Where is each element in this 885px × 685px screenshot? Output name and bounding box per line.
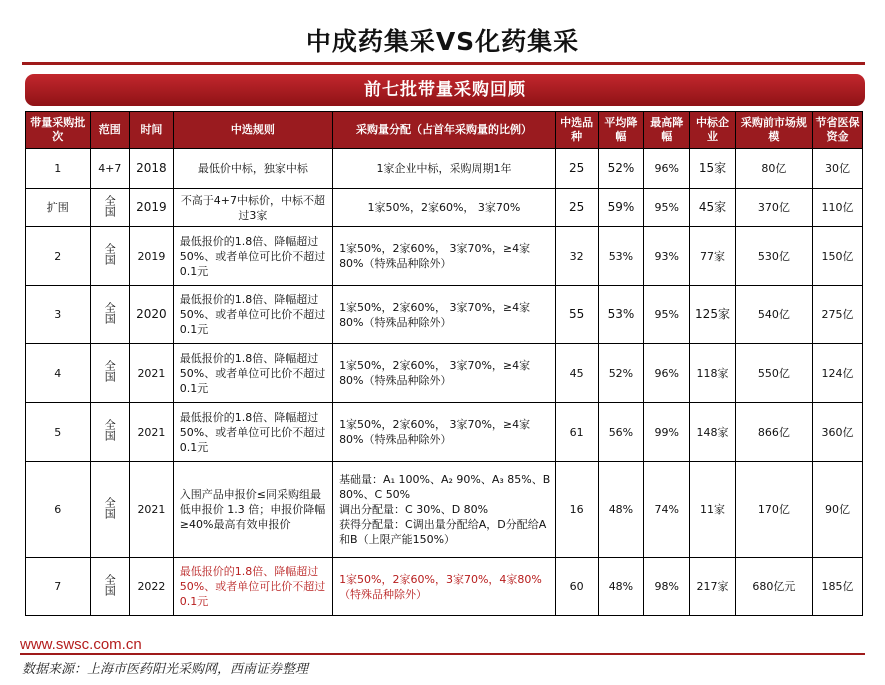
- cell-max-drop: 98%: [644, 558, 690, 616]
- cell-market: 530亿: [735, 227, 812, 286]
- cell-year: 2018: [130, 149, 174, 189]
- cell-firms: 118家: [690, 344, 736, 403]
- table-row: [26, 286, 863, 344]
- cell-avg-drop: 59%: [598, 189, 644, 227]
- scope-text: 全国: [103, 194, 117, 217]
- cell-max-drop: 74%: [644, 462, 690, 558]
- cell-alloc: 1家50%，2家60%， 3家70%，≥4家80%（特殊品种除外）: [333, 403, 556, 462]
- cell-max-drop: 95%: [644, 286, 690, 344]
- alloc-line: 调出分配量：C 30%、D 80%: [339, 503, 489, 516]
- scope-text: 全国: [103, 243, 117, 265]
- cell-rule: 最低报价的1.8倍、降幅超过50%、或者单位可比价不超过0.1元: [173, 558, 332, 616]
- scope-text: 全国: [103, 360, 117, 382]
- footer-source: 数据来源：上海市医药阳光采购网，西南证券整理: [22, 662, 309, 677]
- header-batch: 带量采购批次: [26, 112, 91, 149]
- alloc-line: 基础量：A₁ 100%、A₂ 90%、A₃ 85%、B 80%、C 50%: [339, 473, 551, 501]
- cell-alloc: 1家50%，2家60%， 3家70%，≥4家80%（特殊品种除外）: [333, 227, 556, 286]
- cell-savings: 90亿: [812, 462, 862, 558]
- cell-scope: [90, 558, 130, 616]
- cell-max-drop: 96%: [644, 149, 690, 189]
- cell-rule: 入围产品申报价≤同采购组最低申报价 1.3 倍；申报价降幅≥40%最高有效申报价: [173, 462, 332, 558]
- cell-alloc: 1家50%，2家60%，3家70%，4家80%（特殊品种除外）: [333, 558, 556, 616]
- header-scope: 范围: [90, 112, 130, 149]
- table-row: [26, 227, 863, 286]
- cell-market: 866亿: [735, 403, 812, 462]
- cell-varieties: 16: [555, 462, 598, 558]
- cell-batch: 4: [26, 344, 91, 403]
- header-alloc: 采购量分配（占首年采购量的比例）: [333, 112, 556, 149]
- header-market: 采购前市场规模: [735, 112, 812, 149]
- table-row: [26, 344, 863, 403]
- page-title: 中成药集采VS化药集采: [305, 27, 580, 56]
- cell-rule: 最低价中标，独家中标: [173, 149, 332, 189]
- table-row: [26, 403, 863, 462]
- header-year: 时间: [130, 112, 174, 149]
- cell-avg-drop: 53%: [598, 286, 644, 344]
- cell-market: 680亿元: [735, 558, 812, 616]
- scope-text: 全国: [103, 573, 117, 596]
- cell-batch: 7: [26, 558, 91, 616]
- table-header-row: [26, 112, 863, 149]
- table-row: [26, 462, 863, 558]
- header-max-drop: 最高降幅: [644, 112, 690, 149]
- cell-year: 2021: [130, 462, 174, 558]
- cell-market: 540亿: [735, 286, 812, 344]
- cell-alloc: 1家50%，2家60%， 3家70%，≥4家80%（特殊品种除外）: [333, 344, 556, 403]
- header-savings: 节省医保资金: [812, 112, 862, 149]
- cell-savings: 185亿: [812, 558, 862, 616]
- cell-batch: 扩围: [26, 189, 91, 227]
- header-rule: 中选规则: [173, 112, 332, 149]
- header-varieties: 中选品种: [555, 112, 598, 149]
- cell-firms: 15家: [690, 149, 736, 189]
- procurement-table: [25, 111, 863, 616]
- cell-savings: 30亿: [812, 149, 862, 189]
- cell-varieties: 60: [555, 558, 598, 616]
- cell-firms: 217家: [690, 558, 736, 616]
- cell-savings: 275亿: [812, 286, 862, 344]
- cell-scope: [90, 403, 130, 462]
- cell-avg-drop: 52%: [598, 344, 644, 403]
- cell-max-drop: 96%: [644, 344, 690, 403]
- footer-url: www.swsc.com.cn: [20, 636, 142, 653]
- table-row: [26, 558, 863, 616]
- cell-avg-drop: 56%: [598, 403, 644, 462]
- cell-rule: 最低报价的1.8倍、降幅超过50%、或者单位可比价不超过0.1元: [173, 344, 332, 403]
- section-banner: 前七批带量采购回顾: [25, 74, 865, 106]
- cell-savings: 360亿: [812, 403, 862, 462]
- cell-avg-drop: 48%: [598, 558, 644, 616]
- cell-avg-drop: 48%: [598, 462, 644, 558]
- cell-varieties: 55: [555, 286, 598, 344]
- cell-year: 2021: [130, 344, 174, 403]
- cell-market: 550亿: [735, 344, 812, 403]
- cell-rule: 最低报价的1.8倍、降幅超过50%、或者单位可比价不超过0.1元: [173, 227, 332, 286]
- cell-varieties: 25: [555, 149, 598, 189]
- cell-market: 80亿: [735, 149, 812, 189]
- cell-max-drop: 93%: [644, 227, 690, 286]
- cell-firms: 148家: [690, 403, 736, 462]
- cell-year: 2019: [130, 227, 174, 286]
- cell-batch: 5: [26, 403, 91, 462]
- cell-year: 2021: [130, 403, 174, 462]
- header-firms: 中标企业: [690, 112, 736, 149]
- cell-alloc: [333, 462, 556, 558]
- cell-year: 2019: [130, 189, 174, 227]
- cell-firms: 125家: [690, 286, 736, 344]
- alloc-line: 获得分配量：C调出量分配给A，D分配给A和B（上限产能150%）: [339, 518, 547, 546]
- cell-batch: 1: [26, 149, 91, 189]
- cell-savings: 124亿: [812, 344, 862, 403]
- cell-avg-drop: 52%: [598, 149, 644, 189]
- cell-avg-drop: 53%: [598, 227, 644, 286]
- cell-savings: 150亿: [812, 227, 862, 286]
- cell-max-drop: 95%: [644, 189, 690, 227]
- cell-year: 2020: [130, 286, 174, 344]
- scope-text: 全国: [103, 301, 117, 324]
- cell-varieties: 32: [555, 227, 598, 286]
- cell-scope: 4+7: [90, 149, 130, 189]
- cell-firms: 11家: [690, 462, 736, 558]
- cell-alloc: 1家50%，2家60%， 3家70%，≥4家80%（特殊品种除外）: [333, 286, 556, 344]
- cell-firms: 77家: [690, 227, 736, 286]
- cell-savings: 110亿: [812, 189, 862, 227]
- cell-batch: 6: [26, 462, 91, 558]
- cell-scope: [90, 227, 130, 286]
- title-divider: [22, 62, 865, 65]
- cell-batch: 2: [26, 227, 91, 286]
- table-row: [26, 149, 863, 189]
- cell-varieties: 61: [555, 403, 598, 462]
- cell-max-drop: 99%: [644, 403, 690, 462]
- cell-alloc: 1家50%，2家60%， 3家70%: [333, 189, 556, 227]
- footer-divider: [20, 653, 865, 655]
- cell-rule: 最低报价的1.8倍、降幅超过50%、或者单位可比价不超过0.1元: [173, 403, 332, 462]
- cell-market: 370亿: [735, 189, 812, 227]
- cell-alloc: 1家企业中标，采购周期1年: [333, 149, 556, 189]
- cell-scope: [90, 344, 130, 403]
- cell-year: 2022: [130, 558, 174, 616]
- cell-firms: 45家: [690, 189, 736, 227]
- scope-text: 全国: [103, 419, 117, 441]
- cell-rule: 不高于4+7中标价，中标不超过3家: [173, 189, 332, 227]
- cell-varieties: 25: [555, 189, 598, 227]
- cell-batch: 3: [26, 286, 91, 344]
- cell-market: 170亿: [735, 462, 812, 558]
- cell-scope: [90, 462, 130, 558]
- scope-text: 全国: [103, 496, 117, 519]
- cell-scope: [90, 189, 130, 227]
- cell-scope: [90, 286, 130, 344]
- table-row: [26, 189, 863, 227]
- header-avg-drop: 平均降幅: [598, 112, 644, 149]
- cell-varieties: 45: [555, 344, 598, 403]
- cell-rule: 最低报价的1.8倍、降幅超过50%、或者单位可比价不超过0.1元: [173, 286, 332, 344]
